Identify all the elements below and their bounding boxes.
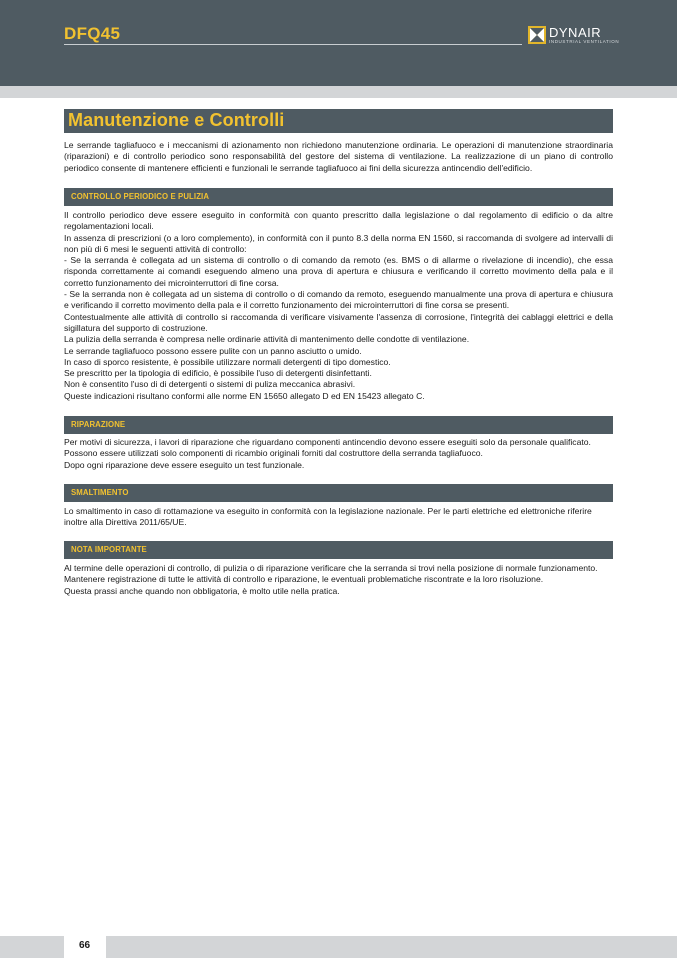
nota-heading: NOTA IMPORTANTE bbox=[71, 545, 147, 554]
page-number-box bbox=[64, 936, 106, 958]
logo-name: DYNAIR bbox=[549, 25, 602, 40]
controllo-line: Le serrande tagliafuoco possono essere pulite con un panno asciutto o umido. bbox=[64, 345, 362, 356]
controllo-line: In caso di sporco resistente, è possibile utilizzare normali detergenti di tipo domestico. bbox=[64, 356, 391, 367]
controllo-line: Contestualmente alle attività di controllo si raccomanda di verificare visivamente l'assenza di corrosione, l'integrità dei cablaggi elettrici e della sigillatura del supporto di costruzione. bbox=[64, 311, 613, 333]
header-band bbox=[0, 86, 677, 98]
riparazione-heading: RIPARAZIONE bbox=[71, 420, 126, 429]
intro-block bbox=[64, 140, 613, 174]
nota-heading-bar bbox=[64, 541, 613, 559]
controllo-heading-bar bbox=[64, 188, 613, 206]
riparazione-line: Per motivi di sicurezza, i lavori di riparazione che riguardano componenti antincendio devono essere eseguiti solo da personale qualificato. bbox=[64, 437, 591, 447]
nota-line: Questa prassi anche quando non obbligatoria, è molto utile nella pratica. bbox=[64, 585, 340, 596]
nota-line: Al termine delle operazioni di controllo, di pulizia o di riparazione verificare che la serranda si trovi nella posizione di normale funzionamento. bbox=[64, 563, 598, 573]
controllo-line: Il controllo periodico deve essere eseguito in conformità con quanto prescritto dalla legislazione o dal regolamento di edificio o da altre regolamentazioni locali. bbox=[64, 210, 613, 232]
nota-block bbox=[64, 563, 613, 597]
section-title: Manutenzione e Controlli bbox=[68, 110, 285, 130]
smaltimento-paragraph: Lo smaltimento in caso di rottamazione va eseguito in conformità con la legislazione nazionale. Per le parti elettriche ed elettroniche riferire inoltre alla Direttiva 2011/65/UE. bbox=[64, 506, 592, 528]
controllo-block bbox=[64, 210, 613, 402]
controllo-line: Queste indicazioni risultano conformi alle norme EN 15650 allegato D ed EN 15423 allegato C. bbox=[64, 390, 425, 401]
controllo-line: La pulizia della serranda è compresa nelle ordinarie attività di mantenimento delle condotte di ventilazione. bbox=[64, 334, 470, 345]
page-header bbox=[0, 0, 677, 86]
controllo-line: In assenza di prescrizioni (o a loro complemento), in conformità con il punto 8.3 della norma EN 1560, si raccomanda di svolgere ad intervalli di non più di 6 mesi le seguenti attività di controllo: bbox=[64, 232, 613, 254]
smaltimento-heading: SMALTIMENTO bbox=[71, 488, 129, 497]
riparazione-block bbox=[64, 437, 613, 471]
logo-mark-icon bbox=[528, 26, 546, 44]
logo-subtitle: INDUSTRIAL VENTILATION bbox=[549, 39, 620, 44]
riparazione-line: Possono essere utilizzati solo componenti di ricambio originali forniti dal costruttore della serranda tagliafuoco. bbox=[64, 448, 483, 459]
brand-logo bbox=[528, 26, 620, 46]
riparazione-line: Dopo ogni riparazione deve essere eseguito un test funzionale. bbox=[64, 459, 305, 470]
intro-paragraph: Le serrande tagliafuoco e i meccanismi di azionamento non richiedono manutenzione ordinaria. Le operazioni di manutenzione straordinaria (riparazioni) e di controllo periodico sono responsabilità del gestore del sistema di ventilazione. La realizzazione di un piano di controllo periodico consente di mantenere efficienti e funzionali le serrande tagliafuoco ai fini della sicurezza antincendio dell'edificio. bbox=[64, 140, 613, 173]
controllo-heading: CONTROLLO PERIODICO E PULIZIA bbox=[71, 192, 210, 201]
smaltimento-block bbox=[64, 506, 613, 529]
controllo-line: - Se la serranda non è collegata ad un sistema di controllo o di comando da remoto, eseguendo manualmente una prova di apertura e chiusura e verificando il corretto movimento della pala e il corretto funzionamento dei microinterruttori di fine corsa se presenti. bbox=[64, 289, 613, 311]
header-divider bbox=[64, 44, 522, 45]
nota-line: Mantenere registrazione di tutte le attività di controllo e riparazione, le eventuali problematiche riscontrate e la loro risoluzione. bbox=[64, 574, 544, 585]
controllo-line: Non è consentito l'uso di di detergenti o sistemi di puliza meccanica abrasivi. bbox=[64, 379, 356, 390]
page-number: 66 bbox=[79, 940, 91, 951]
controllo-line: - Se la serranda è collegata ad un sistema di controllo o di comando da remoto (es. BMS o di allarme o rivelazione di incendio), che essa risponda correttamente ai comandi eseguendo almeno una prova di apertura e chiusura e verificando il corretto movimento della pala e il corretto funzionamento dei microinterruttori di fine corsa. bbox=[64, 255, 613, 288]
smaltimento-heading-bar bbox=[64, 484, 613, 502]
riparazione-heading-bar bbox=[64, 416, 613, 434]
header-title: DFQ45 bbox=[64, 24, 121, 43]
section-title-bar bbox=[64, 109, 613, 133]
controllo-line: Se prescritto per la tipologia di edificio, è possibile l'uso di detergenti disinfettanti. bbox=[64, 368, 372, 379]
